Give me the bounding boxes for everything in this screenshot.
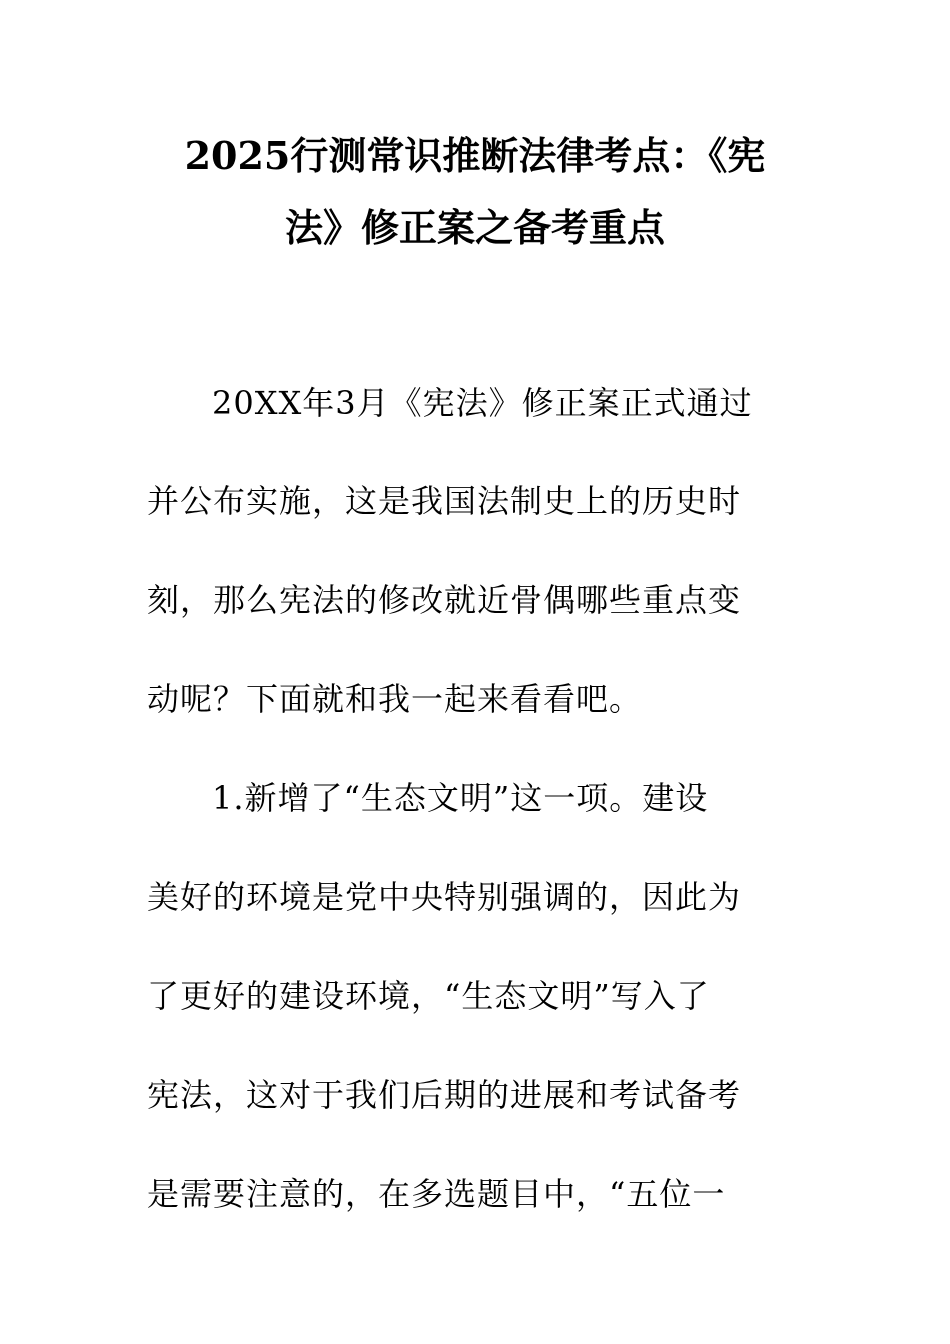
paragraph-line: 了更好的建设环境，“生态文明”写入了: [147, 977, 710, 1015]
paragraph-line: 1.新增了“生态文明”这一项。建设: [212, 779, 709, 817]
document-title-line-1: 2025行测常识推断法律考点：《宪: [184, 133, 766, 178]
paragraph-line: 并公布实施，这是我国法制史上的历史时: [147, 482, 742, 520]
paragraph-line: 20XX年3月《宪法》修正案正式通过: [212, 384, 753, 422]
paragraph-line: 动呢？下面就和我一起来看看吧。: [147, 680, 643, 718]
paragraph-line: 宪法，这对于我们后期的进展和考试备考: [147, 1076, 742, 1114]
paragraph-line: 是需要注意的，在多选题目中，“五位一: [147, 1175, 726, 1213]
paragraph-line: 美好的环境是党中央特别强调的，因此为: [147, 878, 742, 916]
paragraph-line: 刻，那么宪法的修改就近骨偶哪些重点变: [147, 581, 742, 619]
document-title-line-2: 法》修正案之备考重点: [284, 205, 665, 250]
